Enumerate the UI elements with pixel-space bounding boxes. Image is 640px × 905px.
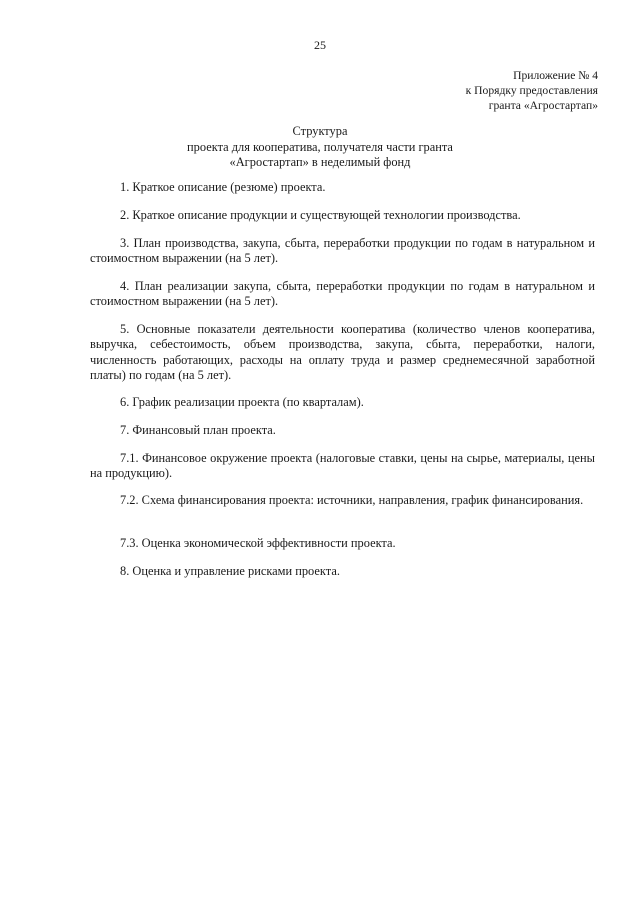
list-item: 2. Краткое описание продукции и существующей технологии производства.	[120, 208, 521, 222]
list-item: 7.1. Финансовое окружение проекта (налоговые ставки, цены на сырье, материалы, цены на продукцию).	[90, 451, 595, 481]
appendix-line: к Порядку предоставления	[465, 84, 598, 97]
list-item: 4. План реализации закупа, сбыта, переработки продукции по годам в натуральном и стоимостном выражении (на 5 лет).	[90, 279, 595, 309]
list-item: 8. Оценка и управление рисками проекта.	[120, 564, 340, 578]
appendix-header	[466, 68, 598, 113]
list-item: 3. План производства, закупа, сбыта, переработки продукции по годам в натуральном и стоимостном выражении (на 5 лет).	[90, 236, 595, 266]
list-item: 7.3. Оценка экономической эффективности проекта.	[120, 536, 396, 550]
list-item: 7.2. Схема финансирования проекта: источники, направления, график финансирования.	[120, 493, 584, 507]
title-line: Структура	[292, 124, 348, 138]
appendix-line: Приложение № 4	[513, 69, 598, 82]
list-item: 5. Основные показатели деятельности кооператива (количество членов кооператива, выручка, себестоимость, объем производства, закупа, сбыта, переработки, налоги, численность работающих, расходы на оплату труда и размер среднемесячной заработной платы) по годам (на 5 лет).	[90, 322, 595, 383]
title-line: проекта для кооператива, получателя части гранта	[187, 139, 453, 154]
appendix-line: гранта «Агростартап»	[488, 99, 598, 112]
document-title	[0, 124, 640, 171]
list-item: 1. Краткое описание (резюме) проекта.	[120, 180, 326, 194]
list-item: 6. График реализации проекта (по кварталам).	[120, 395, 364, 409]
page-number: 25	[314, 38, 326, 52]
title-line: «Агростартап» в неделимый фонд	[229, 155, 411, 169]
list-item: 7. Финансовый план проекта.	[120, 423, 276, 437]
